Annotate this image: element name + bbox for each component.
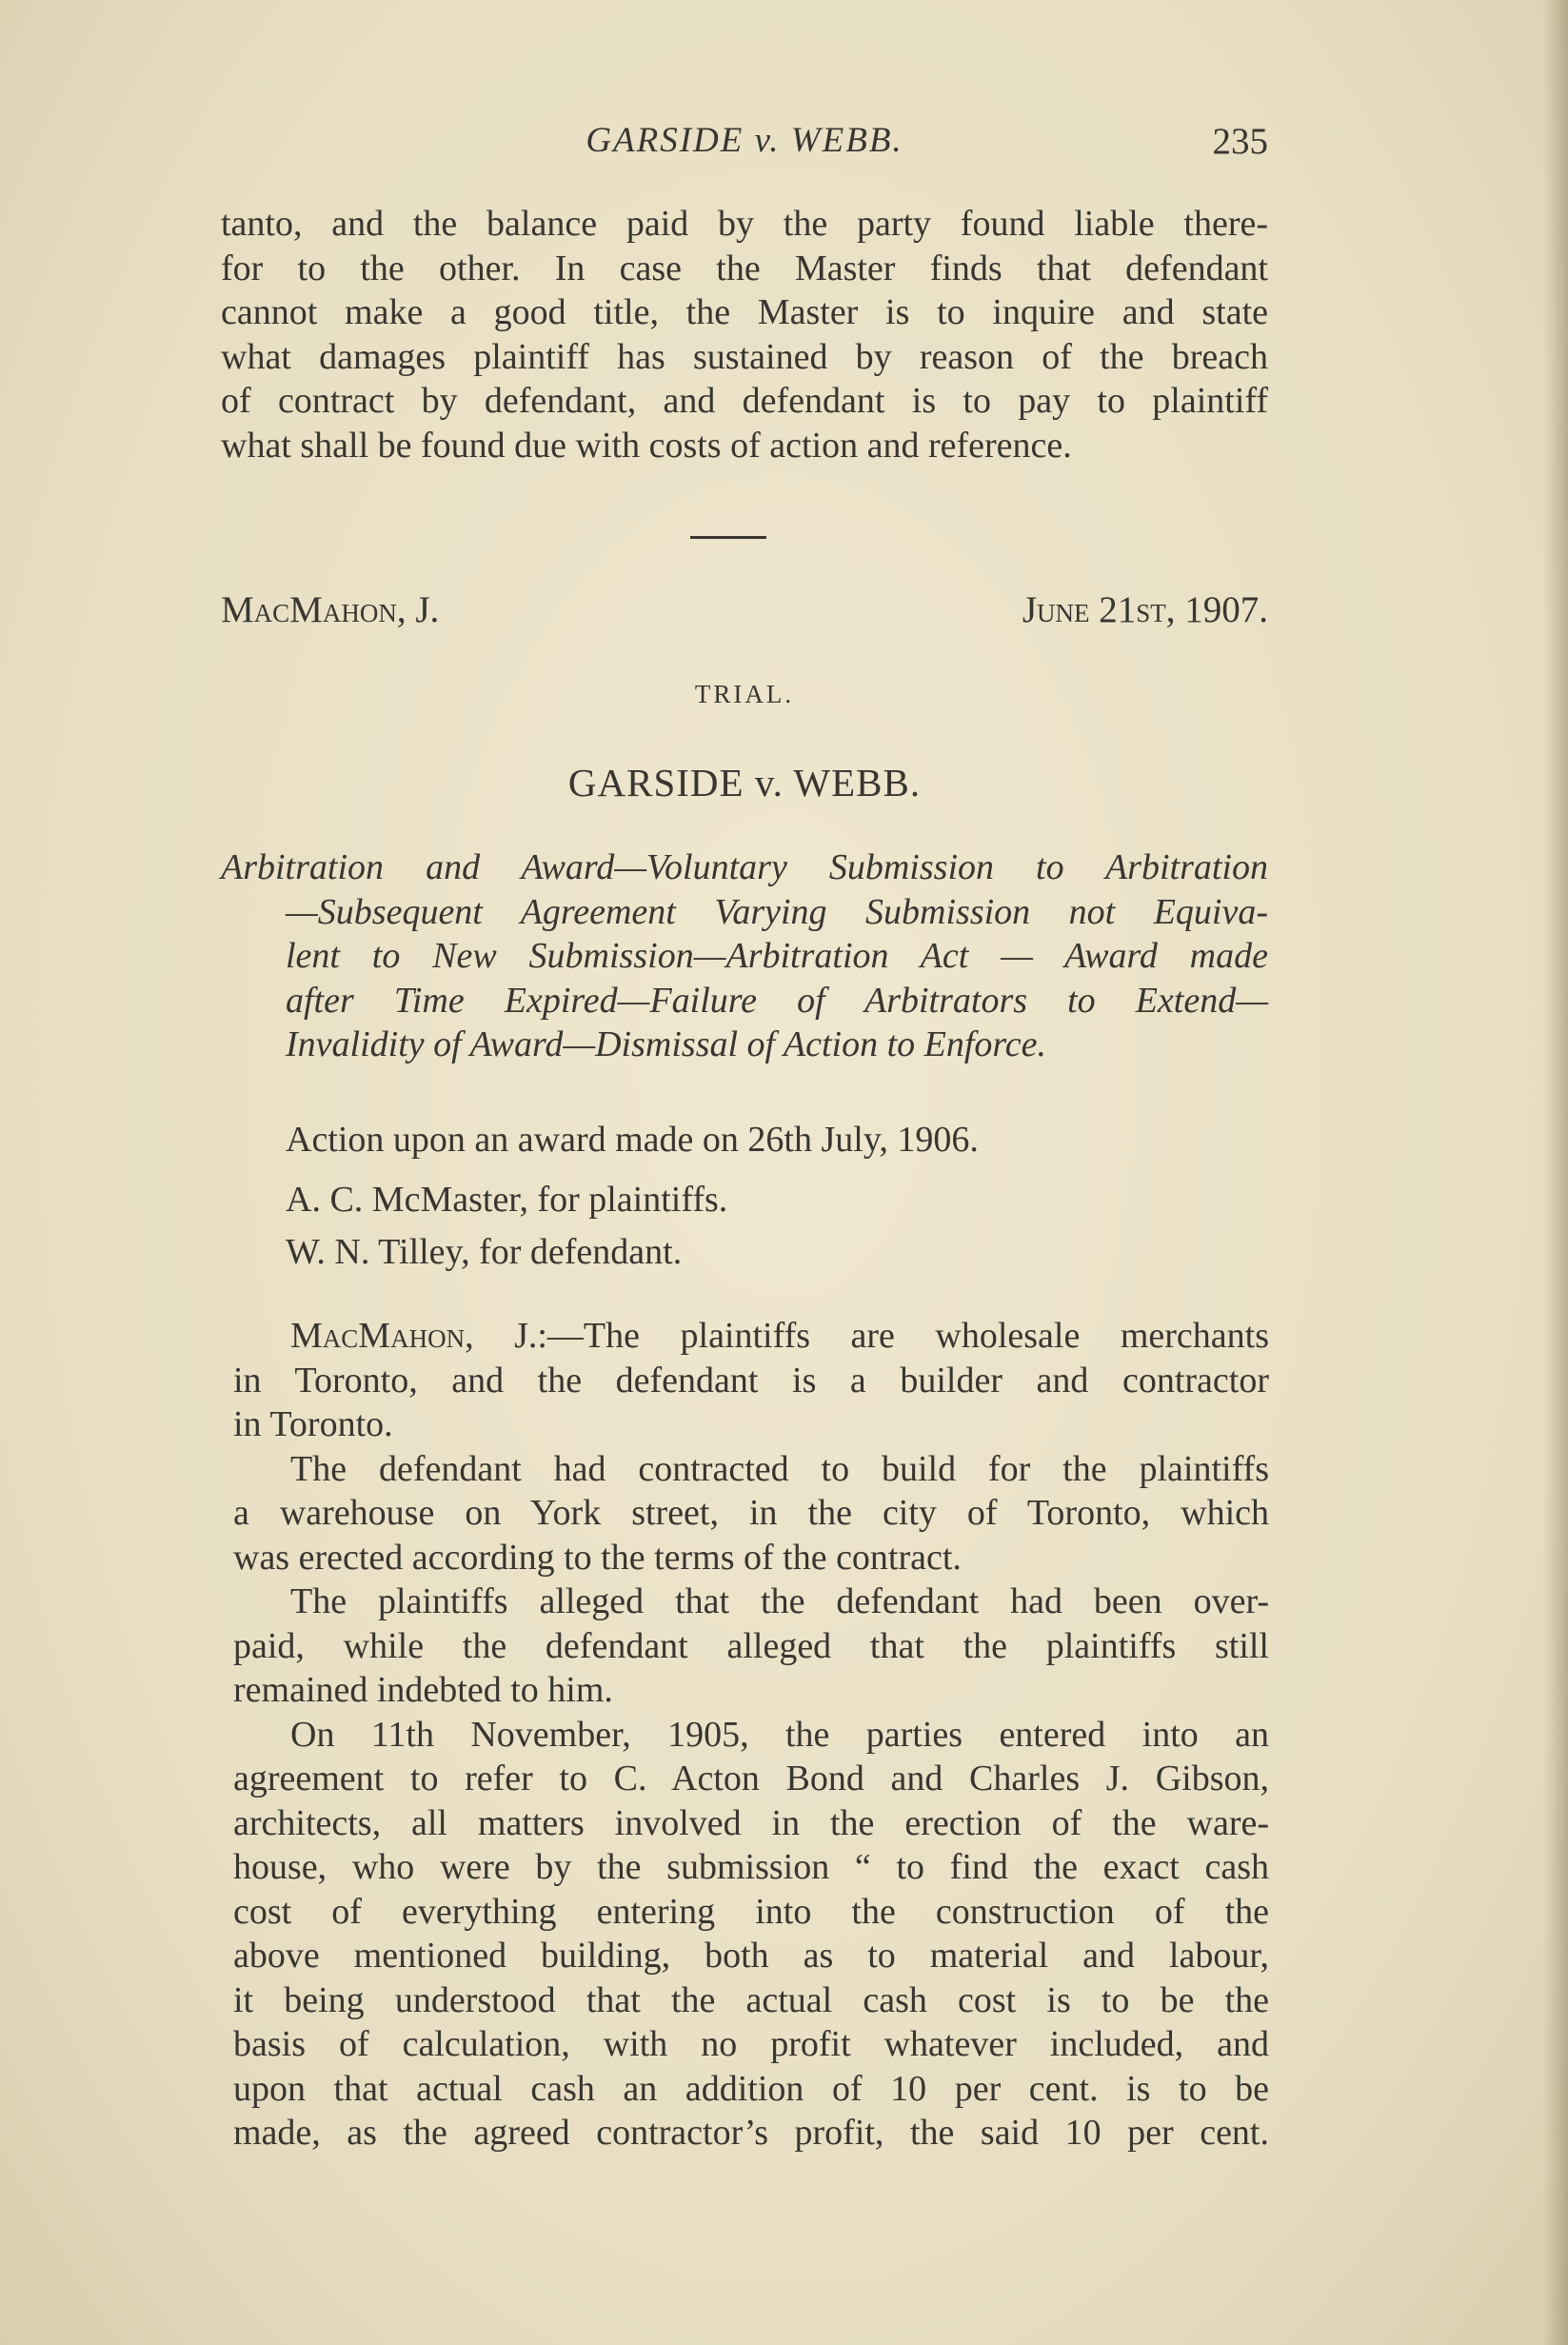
opening-line: tanto, and the balance paid by the party found liable there- xyxy=(221,204,1268,244)
opinion-line: basis of calculation, with no profit whatever included, and xyxy=(233,2024,1269,2064)
running-head-title: GARSIDE v. WEBB. xyxy=(586,121,903,160)
opinion-line: The defendant had contracted to build for the plaintiffs xyxy=(290,1448,1269,1489)
opinion-line: a warehouse on York street, in the city of Toronto, which xyxy=(233,1493,1269,1533)
judge-name: MacMahon, J. xyxy=(221,589,440,630)
headnote-line: Invalidity of Award—Dismissal of Action to Enforce. xyxy=(286,1024,1047,1064)
opinion-line: cost of everything entering into the construction of the xyxy=(233,1891,1269,1932)
case-title: GARSIDE v. WEBB. xyxy=(567,761,922,805)
headnote-line: after Time Expired—Failure of Arbitrators to Extend— xyxy=(286,980,1268,1021)
opinion-line: architects, all matters involved in the erection of the ware- xyxy=(233,1802,1269,1843)
opinion-line: remained indebted to him. xyxy=(233,1670,613,1710)
opinion-line: upon that actual cash an addition of 10 per cent. is to be xyxy=(233,2068,1269,2109)
opinion-line: in Toronto. xyxy=(233,1404,393,1444)
counsel-defendant: W. N. Tilley, for defendant. xyxy=(286,1232,683,1272)
headnote-line: Arbitration and Award—Voluntary Submission to Arbitration xyxy=(221,847,1268,887)
opinion-line: in Toronto, and the defendant is a builder and contractor xyxy=(233,1360,1269,1401)
page-number: 235 xyxy=(1212,121,1268,162)
opinion-line: above mentioned building, both as to material and labour, xyxy=(233,1936,1269,1976)
opinion-line: paid, while the defendant alleged that the plaintiffs still xyxy=(233,1625,1269,1666)
opening-line: what shall be found due with costs of action and reference. xyxy=(221,425,1072,466)
opinion-first-line xyxy=(233,1314,1269,1359)
opinion-line: was erected according to the terms of the contract. xyxy=(233,1537,962,1578)
opening-line: for to the other. In case the Master finds that defendant xyxy=(221,248,1268,288)
opinion-line: On 11th November, 1905, the parties entered into an xyxy=(290,1714,1269,1755)
headnote-line: —Subsequent Agreement Varying Submission not Equiva- xyxy=(286,891,1268,932)
opinion-line: house, who were by the submission “ to find the exact cash xyxy=(233,1847,1269,1887)
page-edge-shadow xyxy=(1543,0,1568,2345)
trial-label: TRIAL. xyxy=(694,680,795,708)
opinion-line: The plaintiffs alleged that the defendant had been over- xyxy=(290,1581,1269,1621)
opening-line: of contract by defendant, and defendant is to pay to plaintiff xyxy=(221,381,1268,421)
opinion-line: made, as the agreed contractor’s profit, the said 10 per cent. xyxy=(233,2113,1269,2153)
opening-line: cannot make a good title, the Master is to inquire and state xyxy=(221,292,1268,332)
opinion-line: it being understood that the actual cash cost is to be the xyxy=(233,1979,1269,2020)
opening-line: what damages plaintiff has sustained by reason of the breach xyxy=(221,336,1268,377)
headnote xyxy=(221,845,1268,1067)
action-line: Action upon an award made on 26th July, 1906. xyxy=(286,1120,979,1160)
judgment-date: June 21st, 1907. xyxy=(1022,589,1268,630)
running-head xyxy=(221,120,1268,166)
section-divider-rule xyxy=(690,536,766,539)
opinion-text xyxy=(233,1314,1269,2156)
headnote-line: lent to New Submission—Arbitration Act — Award made xyxy=(286,936,1268,976)
opinion-line: agreement to refer to C. Acton Bond and Charles J. Gibson, xyxy=(233,1759,1269,1798)
counsel-plaintiffs: A. C. McMaster, for plaintiffs. xyxy=(286,1180,728,1220)
opinion-line: :—The plaintiffs are wholesale merchants xyxy=(537,1316,1269,1356)
opinion-judge-name: MacMahon, J. xyxy=(290,1316,538,1356)
opening-paragraph xyxy=(221,202,1268,467)
